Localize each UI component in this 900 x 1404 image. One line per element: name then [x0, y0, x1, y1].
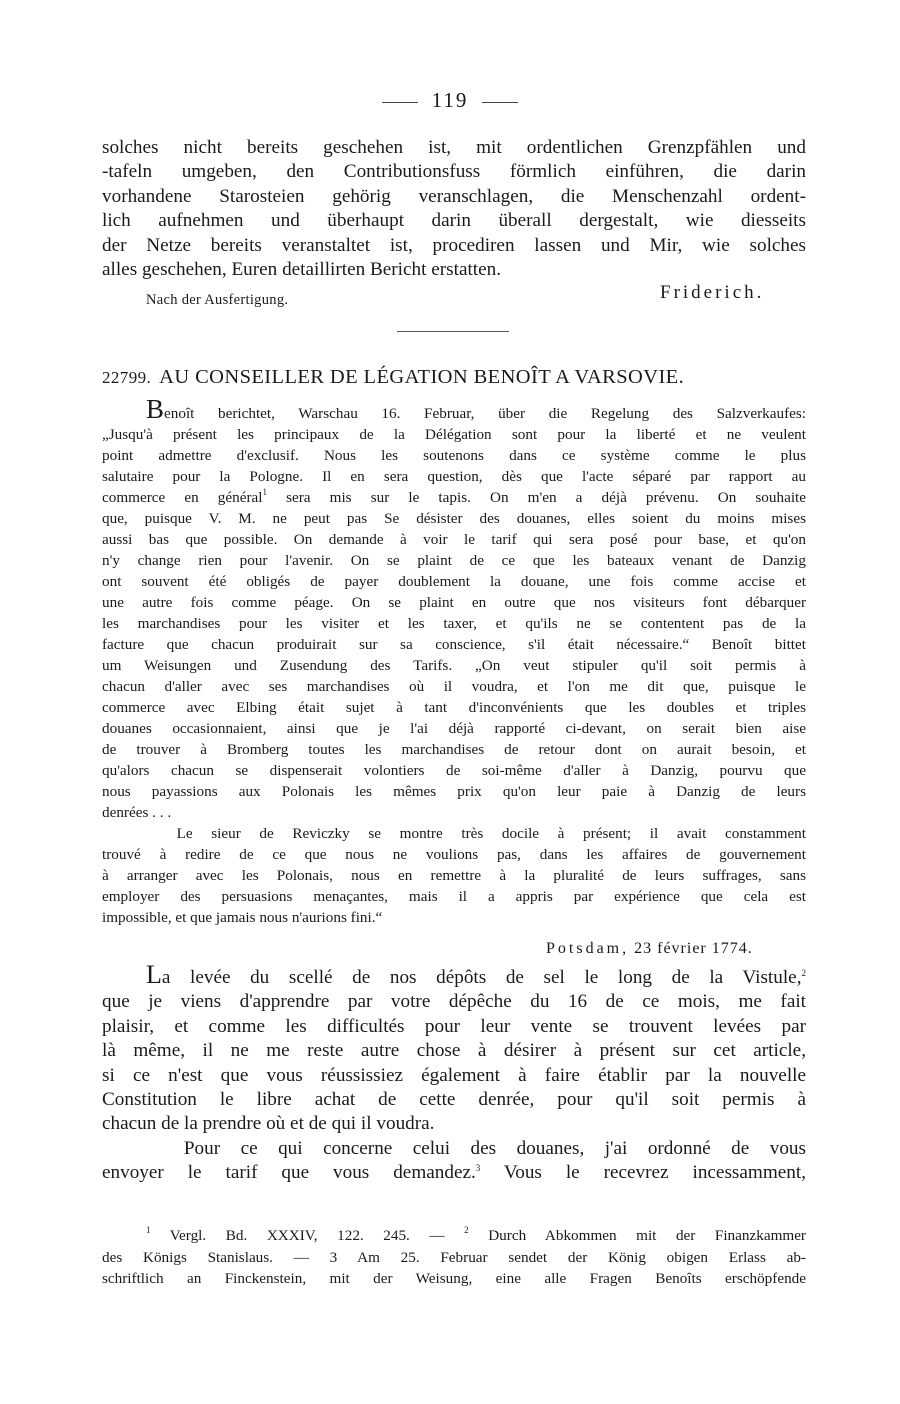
- dateline-date: 23 février 1774.: [634, 940, 753, 957]
- letter-line: là même, il ne me reste autre chose à désirer à présent sur cet article,: [102, 1040, 806, 1062]
- document-title: AU CONSEILLER DE LÉGATION BENOÎT A VARSOVIE.: [159, 366, 685, 388]
- letter-line: [102, 1161, 806, 1185]
- summary-line: une autre fois comme péage. On se plaint en outre que nos visiteurs font débarquer: [102, 594, 806, 611]
- letter-line-text: envoyer le tarif que vous demandez.: [102, 1162, 476, 1184]
- footnote-line: schriftlich an Finckenstein, mit der Weisung, eine alle Fragen Benoîts erschöpfende: [102, 1270, 806, 1287]
- footnote-line: [102, 1225, 806, 1247]
- footnote-ref: 1: [262, 487, 267, 497]
- summary-line: à arranger avec les Polonais, nous en remettre à la pluralité de leurs suffrages, sans: [102, 867, 806, 884]
- top-paragraph-line: der Netze bereits veranstaltet ist, procediren lassen und Mir, wie solches: [102, 234, 806, 256]
- summary-line: point admettre d'exclusif. Nous les soutenons dans ce système comme le plus: [102, 447, 806, 464]
- letter-line: [102, 960, 806, 990]
- summary-line: aussi bas que possible. On demande à voir le tarif qui sera posé pour base, et qu'on: [102, 531, 806, 548]
- summary-line: trouvé à redire de ce que nous ne voulions pas, dans les affaires de gouvernement: [102, 846, 806, 863]
- page-number-text: 119: [431, 88, 469, 112]
- footnote-ref: 3: [475, 1163, 481, 1174]
- letter-line: chacun de la prendre où et de qui il voudra.: [102, 1113, 435, 1135]
- summary-initial: B: [146, 394, 165, 424]
- summary-line: Le sieur de Reviczky se montre très docile à présent; il avait constamment: [102, 825, 806, 842]
- top-paragraph-line: solches nicht bereits geschehen ist, mit ordentlichen Grenzpfählen und: [102, 137, 806, 158]
- summary-line-text: commerce en général: [102, 489, 263, 506]
- top-paragraph-line: lich aufnehmen und überhaupt darin überall dergestalt, wie diesseits: [102, 210, 806, 232]
- top-paragraph-line: vorhandene Starosteien gehörig veranschlagen, die Menschenzahl ordent-: [102, 185, 806, 207]
- summary-line: [102, 487, 806, 508]
- document-number: 22799.: [102, 368, 152, 387]
- summary-line-text: sera mis sur le tapis. On m'en a déjà prévenu. On souhaite: [266, 489, 807, 506]
- summary-line: qu'alors chacun se dispenserait volontiers de soi-même d'aller à Danzig, pourvu que: [102, 762, 806, 779]
- top-paragraph: [102, 136, 806, 282]
- summary-line: douanes occasionnaient, ainsi que je l'ai déjà rapporté ci-devant, on serait bien aise: [102, 720, 806, 737]
- section-divider: [397, 331, 509, 332]
- letter-initial: L: [146, 960, 162, 989]
- letter-line: Pour ce qui concerne celui des douanes, j'ai ordonné de vous: [102, 1137, 806, 1159]
- dateline: [546, 940, 753, 958]
- footnote-marker: 1: [146, 1225, 151, 1235]
- summary-line: employer des persuasions menaçantes, mais il a appris par expérience que cela est: [102, 888, 806, 905]
- summary-line: que, puisque V. M. ne peut pas Se désister des douanes, elles soient du moins mises: [102, 510, 806, 527]
- summary-line: salutaire pour la Pologne. Il en sera question, dès que l'acte séparé par rapport au: [102, 468, 806, 485]
- document-heading: [102, 366, 806, 389]
- letter-line: si ce n'est que vous réussissiez également à faire établir par la nouvelle: [102, 1064, 806, 1086]
- letter-line-text: a levée du scellé de nos dépôts de sel le long de la Vistule,: [161, 967, 802, 988]
- summary-line: chacun d'aller avec ses marchandises où il voudra, et l'on me dit que, puisque le: [102, 678, 806, 695]
- footnote-line: des Königs Stanislaus. — 3 Am 25. Februar sendet der König obigen Erlass ab-: [102, 1248, 806, 1266]
- summary-line: facture que chacun produirait sur sa conscience, s'il était nécessaire.“ Benoît bittet: [102, 636, 806, 653]
- letter-line: que je viens d'apprendre par votre dépêche du 16 de ce mois, me fait: [102, 991, 806, 1013]
- page-number: [0, 88, 900, 113]
- summary-line: commerce avec Elbing était sujet à tant d'inconvénients que les doubles et triples: [102, 699, 806, 716]
- page-number-left-rule: [382, 102, 418, 103]
- summary-line: les marchandises pour les visiter et les taxer, et qu'ils ne se contentent pas de la: [102, 615, 806, 632]
- letter-body: [102, 960, 806, 1186]
- summary-line-text: enoît berichtet, Warschau 16. Februar, über die Regelung des Salzverkaufes:: [164, 405, 806, 422]
- summary-line: um Weisungen und Zusendung des Tarifs. „On veut stipuler qu'il soit permis à: [102, 657, 806, 674]
- summary-line: [102, 394, 806, 424]
- letter-line: Constitution le libre achat de cette denrée, pour qu'il soit permis à: [102, 1089, 806, 1111]
- top-paragraph-line: -tafeln umgeben, den Contributionsfuss förmlich einführen, die darin: [102, 161, 806, 183]
- letter-line: plaisir, et comme les difficultés pour leur vente se trouvent levées par: [102, 1015, 806, 1037]
- summary-line: impossible, et que jamais nous n'aurions fini.“: [102, 909, 383, 926]
- footnote-ref: 2: [801, 968, 806, 978]
- footnote-marker: 2: [464, 1225, 469, 1235]
- source-note: Nach der Ausfertigung.: [146, 292, 289, 308]
- summary-line: nous payassions aux Polonais les mêmes prix qu'on leur paie à Danzig de leurs: [102, 783, 806, 800]
- summary-line: ont souvent été obligés de payer doublement la douane, une fois comme accise et: [102, 573, 806, 590]
- summary-line: „Jusqu'à présent les principaux de la Délégation sont pour la liberté et ne veulent: [102, 426, 806, 443]
- signature: Friderich.: [660, 282, 765, 303]
- letter-line-text: Vous le recevrez incessamment,: [480, 1162, 806, 1184]
- dateline-place: Potsdam,: [546, 940, 630, 957]
- summary-paragraph: [102, 394, 807, 928]
- footnote-text: Vergl. Bd. XXXIV, 122. 245. —: [150, 1227, 465, 1244]
- page-number-right-rule: [482, 102, 518, 103]
- top-paragraph-line: alles geschehen, Euren detaillirten Bericht erstatten.: [102, 259, 502, 281]
- summary-line: denrées . . .: [102, 804, 172, 821]
- summary-line: n'y change rien pour l'avenir. On se plaint de ce que les bateaux venant de Danzig: [102, 552, 806, 569]
- footnotes: [102, 1225, 806, 1290]
- footnote-text: Durch Abkommen mit der Finanzkammer: [468, 1227, 806, 1244]
- summary-line: de trouver à Bromberg toutes les marchandises de retour dont on aurait besoin, et: [102, 741, 806, 758]
